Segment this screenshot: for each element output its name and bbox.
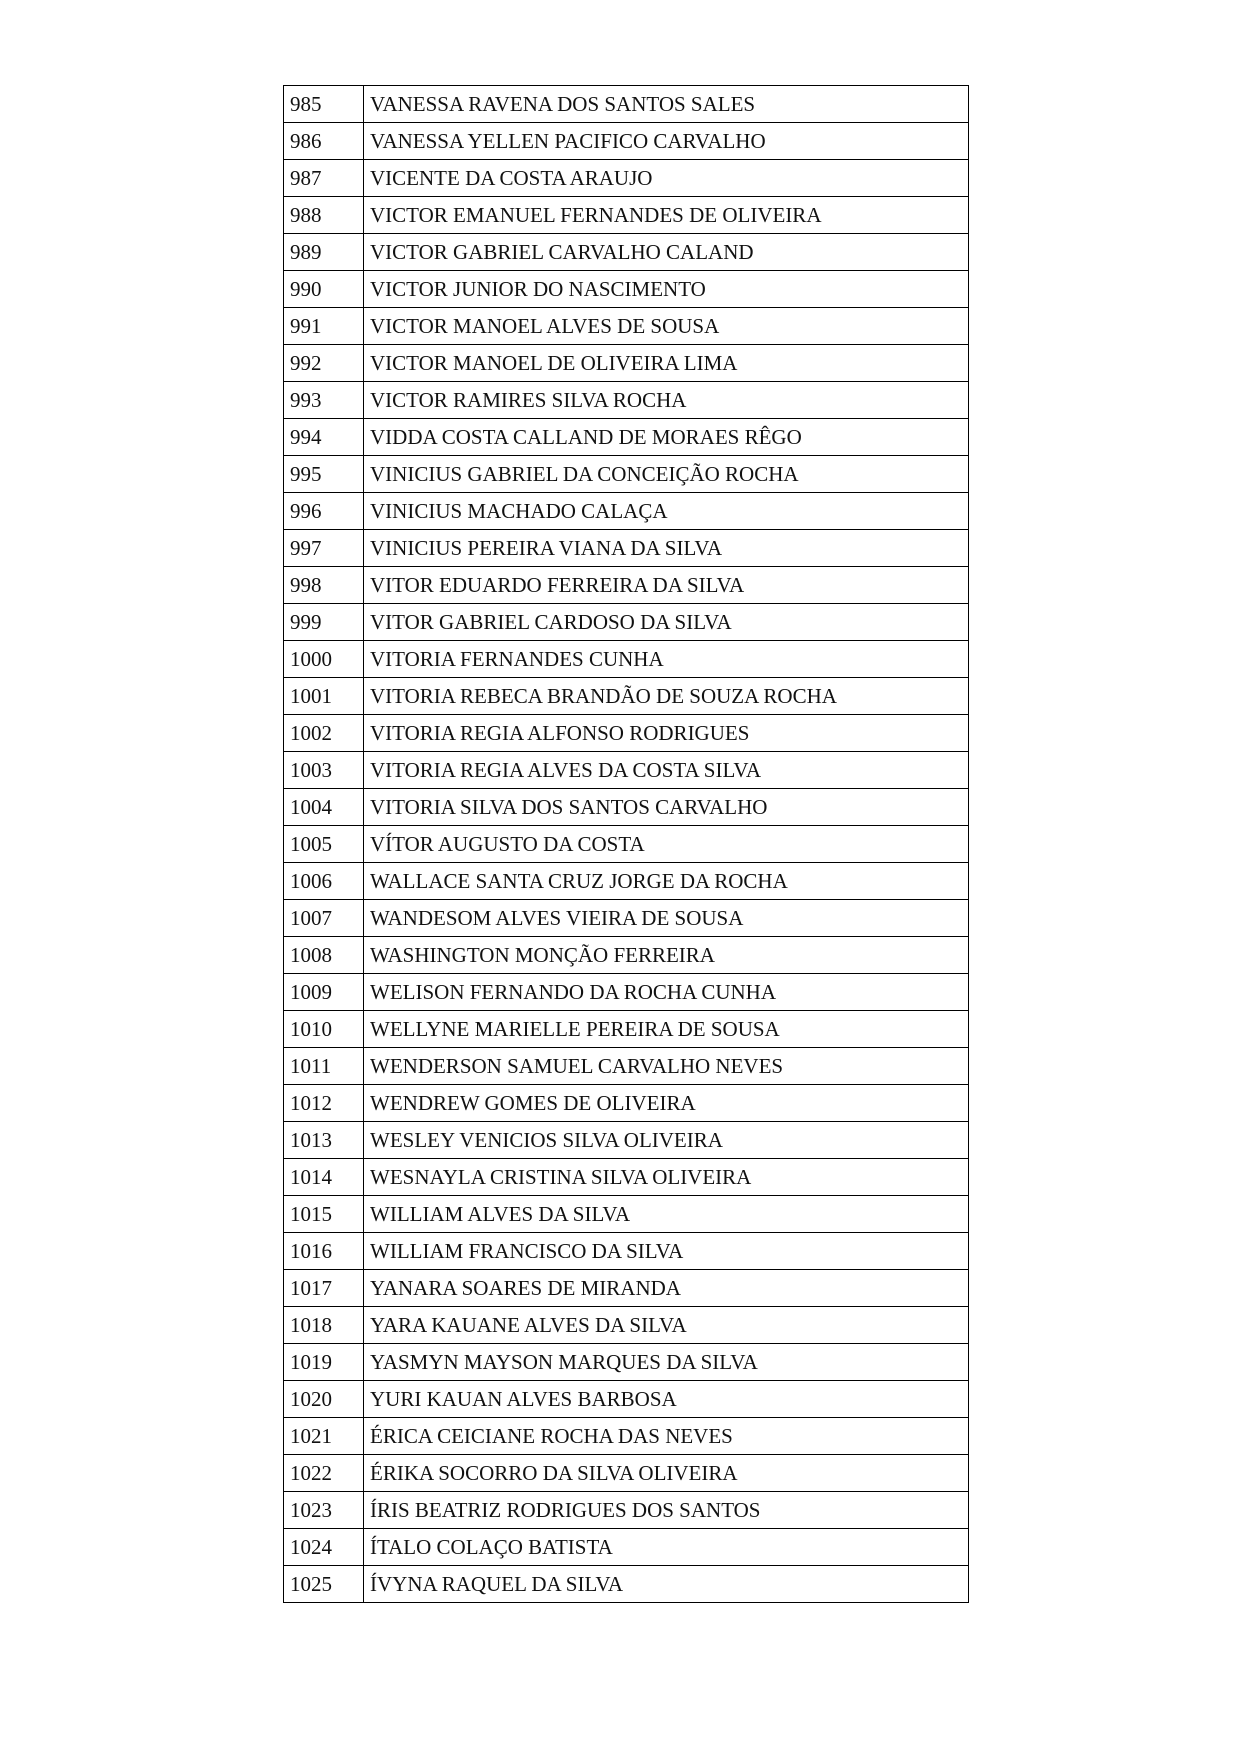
table-row [284, 1270, 969, 1307]
row-name-cell: VITOR GABRIEL CARDOSO DA SILVA [364, 604, 969, 641]
row-number-cell: 1005 [284, 826, 364, 863]
row-name-cell: VANESSA YELLEN PACIFICO CARVALHO [364, 123, 969, 160]
table-row [284, 641, 969, 678]
table-row [284, 345, 969, 382]
row-name-cell: WILLIAM FRANCISCO DA SILVA [364, 1233, 969, 1270]
row-number-cell: 996 [284, 493, 364, 530]
row-number-cell: 1019 [284, 1344, 364, 1381]
row-name-cell: VITOR EDUARDO FERREIRA DA SILVA [364, 567, 969, 604]
row-number-cell: 1022 [284, 1455, 364, 1492]
row-number-cell: 998 [284, 567, 364, 604]
row-number-cell: 989 [284, 234, 364, 271]
row-number-cell: 1020 [284, 1381, 364, 1418]
table-row [284, 271, 969, 308]
table-row [284, 900, 969, 937]
row-name-cell: WILLIAM ALVES DA SILVA [364, 1196, 969, 1233]
row-name-cell: WASHINGTON MONÇÃO FERREIRA [364, 937, 969, 974]
row-name-cell: YURI KAUAN ALVES BARBOSA [364, 1381, 969, 1418]
row-name-cell: ÉRIKA SOCORRO DA SILVA OLIVEIRA [364, 1455, 969, 1492]
row-number-cell: 1021 [284, 1418, 364, 1455]
row-number-cell: 1001 [284, 678, 364, 715]
row-number-cell: 985 [284, 86, 364, 123]
row-name-cell: VITORIA REBECA BRANDÃO DE SOUZA ROCHA [364, 678, 969, 715]
table-row [284, 678, 969, 715]
table-row [284, 1307, 969, 1344]
row-name-cell: WENDREW GOMES DE OLIVEIRA [364, 1085, 969, 1122]
row-name-cell: VÍTOR AUGUSTO DA COSTA [364, 826, 969, 863]
row-name-cell: VITORIA FERNANDES CUNHA [364, 641, 969, 678]
row-number-cell: 995 [284, 456, 364, 493]
row-number-cell: 1023 [284, 1492, 364, 1529]
row-name-cell: WESLEY VENICIOS SILVA OLIVEIRA [364, 1122, 969, 1159]
row-name-cell: VITORIA SILVA DOS SANTOS CARVALHO [364, 789, 969, 826]
row-name-cell: VIDDA COSTA CALLAND DE MORAES RÊGO [364, 419, 969, 456]
row-number-cell: 987 [284, 160, 364, 197]
table-row [284, 1492, 969, 1529]
row-number-cell: 1006 [284, 863, 364, 900]
row-number-cell: 1016 [284, 1233, 364, 1270]
table-row [284, 123, 969, 160]
row-name-cell: VICENTE DA COSTA ARAUJO [364, 160, 969, 197]
row-name-cell: VINICIUS MACHADO CALAÇA [364, 493, 969, 530]
row-number-cell: 986 [284, 123, 364, 160]
table-row [284, 1381, 969, 1418]
table-row [284, 826, 969, 863]
table-row [284, 308, 969, 345]
table-row [284, 752, 969, 789]
row-name-cell: ÍRIS BEATRIZ RODRIGUES DOS SANTOS [364, 1492, 969, 1529]
row-number-cell: 1011 [284, 1048, 364, 1085]
row-number-cell: 1003 [284, 752, 364, 789]
row-number-cell: 994 [284, 419, 364, 456]
table-row [284, 715, 969, 752]
row-number-cell: 1007 [284, 900, 364, 937]
row-name-cell: VITORIA REGIA ALFONSO RODRIGUES [364, 715, 969, 752]
row-number-cell: 1015 [284, 1196, 364, 1233]
row-name-cell: WESNAYLA CRISTINA SILVA OLIVEIRA [364, 1159, 969, 1196]
row-name-cell: VICTOR JUNIOR DO NASCIMENTO [364, 271, 969, 308]
row-number-cell: 992 [284, 345, 364, 382]
row-number-cell: 993 [284, 382, 364, 419]
row-name-cell: WALLACE SANTA CRUZ JORGE DA ROCHA [364, 863, 969, 900]
table-row [284, 234, 969, 271]
table-row [284, 419, 969, 456]
table-row [284, 1011, 969, 1048]
table-row [284, 1048, 969, 1085]
row-name-cell: WELISON FERNANDO DA ROCHA CUNHA [364, 974, 969, 1011]
table-row [284, 1344, 969, 1381]
row-number-cell: 999 [284, 604, 364, 641]
row-number-cell: 990 [284, 271, 364, 308]
row-name-cell: VINICIUS GABRIEL DA CONCEIÇÃO ROCHA [364, 456, 969, 493]
table-row [284, 160, 969, 197]
row-number-cell: 1010 [284, 1011, 364, 1048]
row-name-cell: YANARA SOARES DE MIRANDA [364, 1270, 969, 1307]
row-name-cell: YASMYN MAYSON MARQUES DA SILVA [364, 1344, 969, 1381]
row-number-cell: 997 [284, 530, 364, 567]
table-row [284, 1233, 969, 1270]
table-row [284, 197, 969, 234]
row-name-cell: VICTOR RAMIRES SILVA ROCHA [364, 382, 969, 419]
table-row [284, 1418, 969, 1455]
row-name-cell: ÍVYNA RAQUEL DA SILVA [364, 1566, 969, 1603]
row-name-cell: WENDERSON SAMUEL CARVALHO NEVES [364, 1048, 969, 1085]
table-row [284, 1159, 969, 1196]
row-name-cell: ÍTALO COLAÇO BATISTA [364, 1529, 969, 1566]
table-row [284, 567, 969, 604]
table-row [284, 863, 969, 900]
row-name-cell: VANESSA RAVENA DOS SANTOS SALES [364, 86, 969, 123]
table-row [284, 493, 969, 530]
table-row [284, 86, 969, 123]
row-number-cell: 1013 [284, 1122, 364, 1159]
row-name-cell: VICTOR MANOEL ALVES DE SOUSA [364, 308, 969, 345]
row-number-cell: 1014 [284, 1159, 364, 1196]
row-name-cell: VITORIA REGIA ALVES DA COSTA SILVA [364, 752, 969, 789]
row-number-cell: 1004 [284, 789, 364, 826]
row-number-cell: 1000 [284, 641, 364, 678]
table-row [284, 530, 969, 567]
row-number-cell: 988 [284, 197, 364, 234]
table-row [284, 456, 969, 493]
row-name-cell: VICTOR MANOEL DE OLIVEIRA LIMA [364, 345, 969, 382]
row-number-cell: 1025 [284, 1566, 364, 1603]
row-number-cell: 1009 [284, 974, 364, 1011]
row-name-cell: WELLYNE MARIELLE PEREIRA DE SOUSA [364, 1011, 969, 1048]
row-number-cell: 1012 [284, 1085, 364, 1122]
row-name-cell: ÉRICA CEICIANE ROCHA DAS NEVES [364, 1418, 969, 1455]
table-row [284, 1085, 969, 1122]
row-name-cell: VICTOR GABRIEL CARVALHO CALAND [364, 234, 969, 271]
row-number-cell: 1017 [284, 1270, 364, 1307]
row-name-cell: YARA KAUANE ALVES DA SILVA [364, 1307, 969, 1344]
table-row [284, 789, 969, 826]
row-number-cell: 1002 [284, 715, 364, 752]
row-name-cell: VICTOR EMANUEL FERNANDES DE OLIVEIRA [364, 197, 969, 234]
row-number-cell: 1008 [284, 937, 364, 974]
table-row [284, 604, 969, 641]
row-number-cell: 1018 [284, 1307, 364, 1344]
table-row [284, 382, 969, 419]
table-row [284, 1122, 969, 1159]
row-name-cell: WANDESOM ALVES VIEIRA DE SOUSA [364, 900, 969, 937]
table-row [284, 1529, 969, 1566]
table-row [284, 1196, 969, 1233]
row-name-cell: VINICIUS PEREIRA VIANA DA SILVA [364, 530, 969, 567]
table-row [284, 974, 969, 1011]
table-row [284, 937, 969, 974]
row-number-cell: 1024 [284, 1529, 364, 1566]
table-row [284, 1566, 969, 1603]
row-number-cell: 991 [284, 308, 364, 345]
table-row [284, 1455, 969, 1492]
names-table-body [284, 86, 969, 1603]
names-table [283, 85, 969, 1603]
